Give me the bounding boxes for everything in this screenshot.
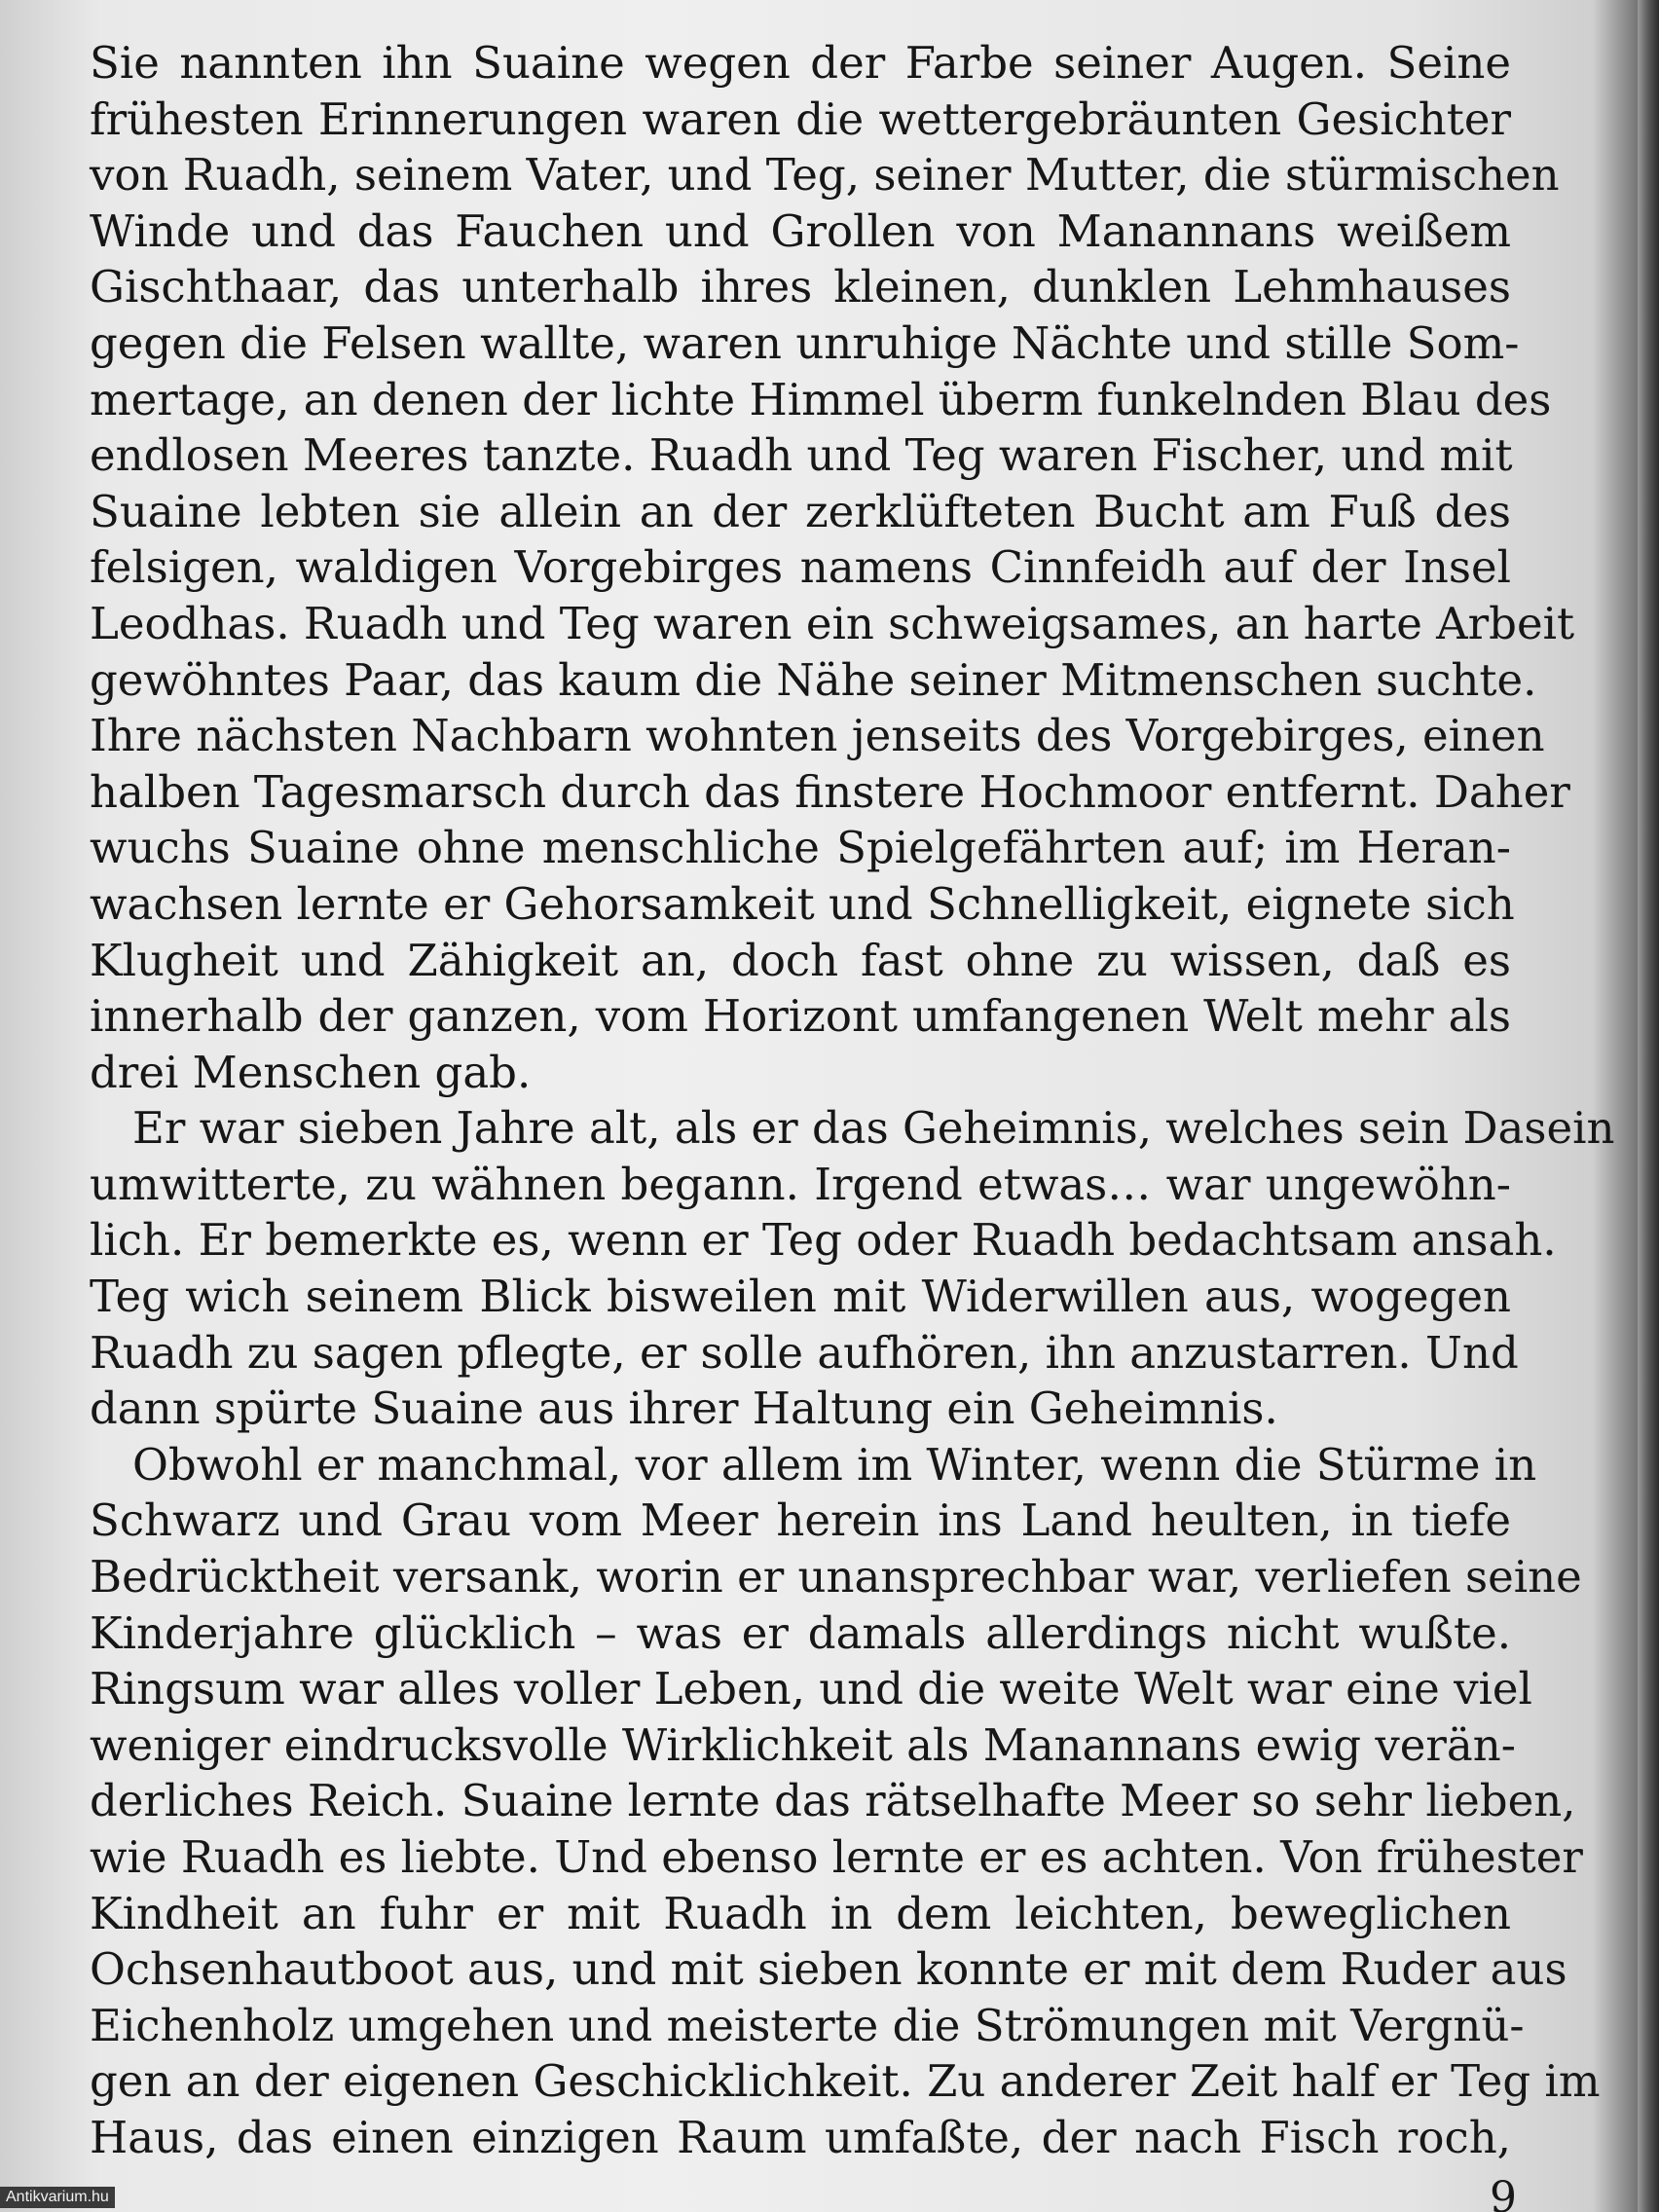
body-text — [90, 35, 1615, 2166]
text-line: Eichenholz umgehen und meisterte die Strömungen mit Vergnü- — [90, 1999, 1525, 2051]
text-line: Schwarz und Grau vom Meer herein ins Land heulten, in tiefe — [90, 1494, 1511, 1547]
paragraph-3 — [90, 1437, 1601, 2166]
text-line: Kindheit an fuhr er mit Ruadh in dem leichten, beweglichen — [90, 1887, 1511, 1939]
text-line: lich. Er bemerkte es, wenn er Teg oder Ruadh bedachtsam ansah. — [90, 1214, 1557, 1267]
watermark: Antikvarium.hu — [0, 2187, 115, 2208]
text-line: Teg wich seinem Blick bisweilen mit Widerwillen aus, wogegen — [90, 1271, 1511, 1323]
text-line: Kinderjahre glücklich – was er damals allerdings nicht wußte. — [90, 1606, 1511, 1659]
text-line: wie Ruadh es liebte. Und ebenso lernte er es achten. Von frühester — [90, 1831, 1583, 1883]
page-number: 9 — [1490, 2173, 1517, 2212]
text-line: von Ruadh, seinem Vater, und Teg, seiner Mutter, die stürmischen — [90, 149, 1560, 202]
text-line: endlosen Meeres tanzte. Ruadh und Teg waren Fischer, und mit — [90, 429, 1513, 482]
text-line: Suaine lebten sie allein an der zerklüfteten Bucht am Fuß des — [90, 485, 1511, 537]
text-line: gewöhntes Paar, das kaum die Nähe seiner Mitmenschen suchte. — [90, 653, 1537, 706]
text-line: drei Menschen gab. — [90, 1046, 532, 1098]
text-line: Ringsum war alles voller Leben, und die weite Welt war eine viel — [90, 1663, 1532, 1715]
page-edge — [1638, 0, 1659, 2212]
text-line: Obwohl er manchmal, vor allem im Winter, wenn die Stürme in — [132, 1438, 1537, 1491]
text-line: Winde und das Fauchen und Grollen von Manannans weißem — [90, 204, 1511, 257]
text-line: Ochsenhautboot aus, und mit sieben konnte er mit dem Ruder aus — [90, 1943, 1567, 1996]
paragraph-2 — [90, 1100, 1615, 1437]
text-line: Ruadh zu sagen pflegte, er solle aufhören, ihn anzustarren. Und — [90, 1326, 1519, 1379]
text-line: Bedrücktheit versank, worin er unansprechbar war, verliefen seine — [90, 1551, 1582, 1604]
text-line: felsigen, waldigen Vorgebirges namens Cinnfeidh auf der Insel — [90, 541, 1511, 594]
text-line: halben Tagesmarsch durch das finstere Hochmoor entfernt. Daher — [90, 765, 1570, 818]
text-line: derliches Reich. Suaine lernte das rätselhafte Meer so sehr lieben, — [90, 1775, 1576, 1827]
text-line: umwitterte, zu wähnen begann. Irgend etwas… war ungewöhn- — [90, 1158, 1511, 1210]
text-line: wuchs Suaine ohne menschliche Spielgefährten auf; im Heran- — [90, 822, 1511, 874]
text-line: Sie nannten ihn Suaine wegen der Farbe seiner Augen. Seine — [90, 37, 1511, 89]
text-line: wachsen lernte er Gehorsamkeit und Schnelligkeit, eignete sich — [90, 877, 1515, 930]
text-line: dann spürte Suaine aus ihrer Haltung ein Geheimnis. — [90, 1382, 1278, 1435]
text-line: Klugheit und Zähigkeit an, doch fast ohne zu wissen, daß es — [90, 934, 1511, 986]
text-line: frühesten Erinnerungen waren die wettergebräunten Gesichter — [90, 92, 1511, 145]
text-line: Ihre nächsten Nachbarn wohnten jenseits des Vorgebirges, einen — [90, 710, 1545, 762]
text-line: gen an der eigenen Geschicklichkeit. Zu anderer Zeit half er Teg im — [90, 2055, 1601, 2108]
text-line: Gischthaar, das unterhalb ihres kleinen, dunklen Lehmhauses — [90, 261, 1511, 313]
text-line: Leodhas. Ruadh und Teg waren ein schweigsames, an harte Arbeit — [90, 597, 1575, 649]
text-line: mertage, an denen der lichte Himmel überm funkelnden Blau des — [90, 373, 1552, 425]
text-line: gegen die Felsen wallte, waren unruhige Nächte und stille Som- — [90, 316, 1520, 369]
paragraph-1 — [90, 35, 1575, 1100]
text-line: weniger eindrucksvolle Wirklichkeit als Manannans ewig verän- — [90, 1718, 1516, 1771]
text-line: innerhalb der ganzen, vom Horizont umfangenen Welt mehr als — [90, 990, 1511, 1043]
text-line: Er war sieben Jahre alt, als er das Geheimnis, welches sein Dasein — [132, 1102, 1615, 1155]
text-line: Haus, das einen einzigen Raum umfaßte, der nach Fisch roch, — [90, 2111, 1511, 2163]
